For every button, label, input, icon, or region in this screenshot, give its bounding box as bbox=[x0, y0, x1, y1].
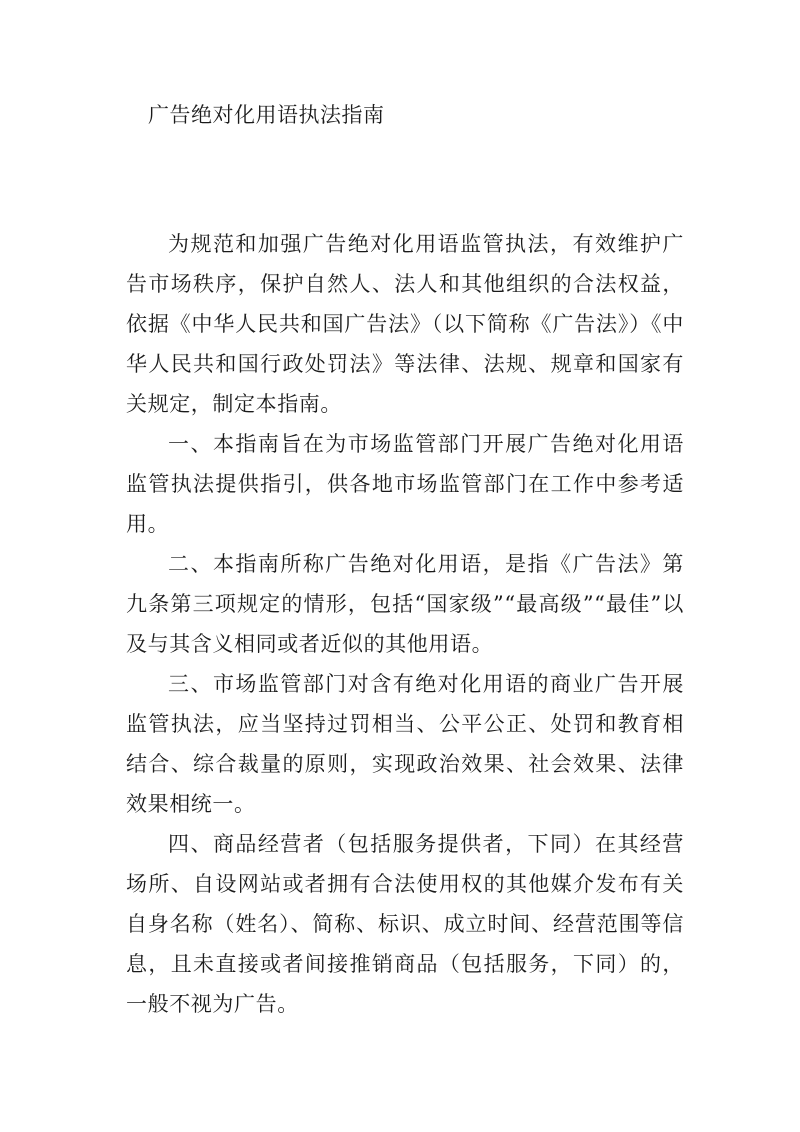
paragraph-preamble: 为规范和加强广告绝对化用语监管执法，有效维护广告市场秩序，保护自然人、法人和其他组织的合法权益，依据《中华人民共和国广告法》（以下简称《广告法》）《中华人民共和国行政处罚法》等法律、法规、规章和国家有关规定，制定本指南。 bbox=[126, 232, 684, 416]
paragraph-article-2: 二、本指南所称广告绝对化用语，是指《广告法》第九条第三项规定的情形，包括“国家级”“最高级”“最佳”以及与其含义相同或者近似的其他用语。 bbox=[126, 552, 684, 656]
paragraph-article-3: 三、市场监管部门对含有绝对化用语的商业广告开展监管执法，应当坚持过罚相当、公平公正、处罚和教育相结合、综合裁量的原则，实现政治效果、社会效果、法律效果相统一。 bbox=[126, 672, 684, 816]
paragraph-article-4: 四、商品经营者（包括服务提供者，下同）在其经营场所、自设网站或者拥有合法使用权的其他媒介发布有关自身名称（姓名）、简称、标识、成立时间、经营范围等信息，且未直接或者间接推销商品（包括服务，下同）的，一般不视为广告。 bbox=[126, 832, 684, 1016]
paragraph-article-1: 一、本指南旨在为市场监管部门开展广告绝对化用语监管执法提供指引，供各地市场监管部门在工作中参考适用。 bbox=[126, 432, 684, 536]
document-body bbox=[126, 224, 684, 1024]
document-title: 广告绝对化用语执法指南 bbox=[148, 103, 385, 127]
